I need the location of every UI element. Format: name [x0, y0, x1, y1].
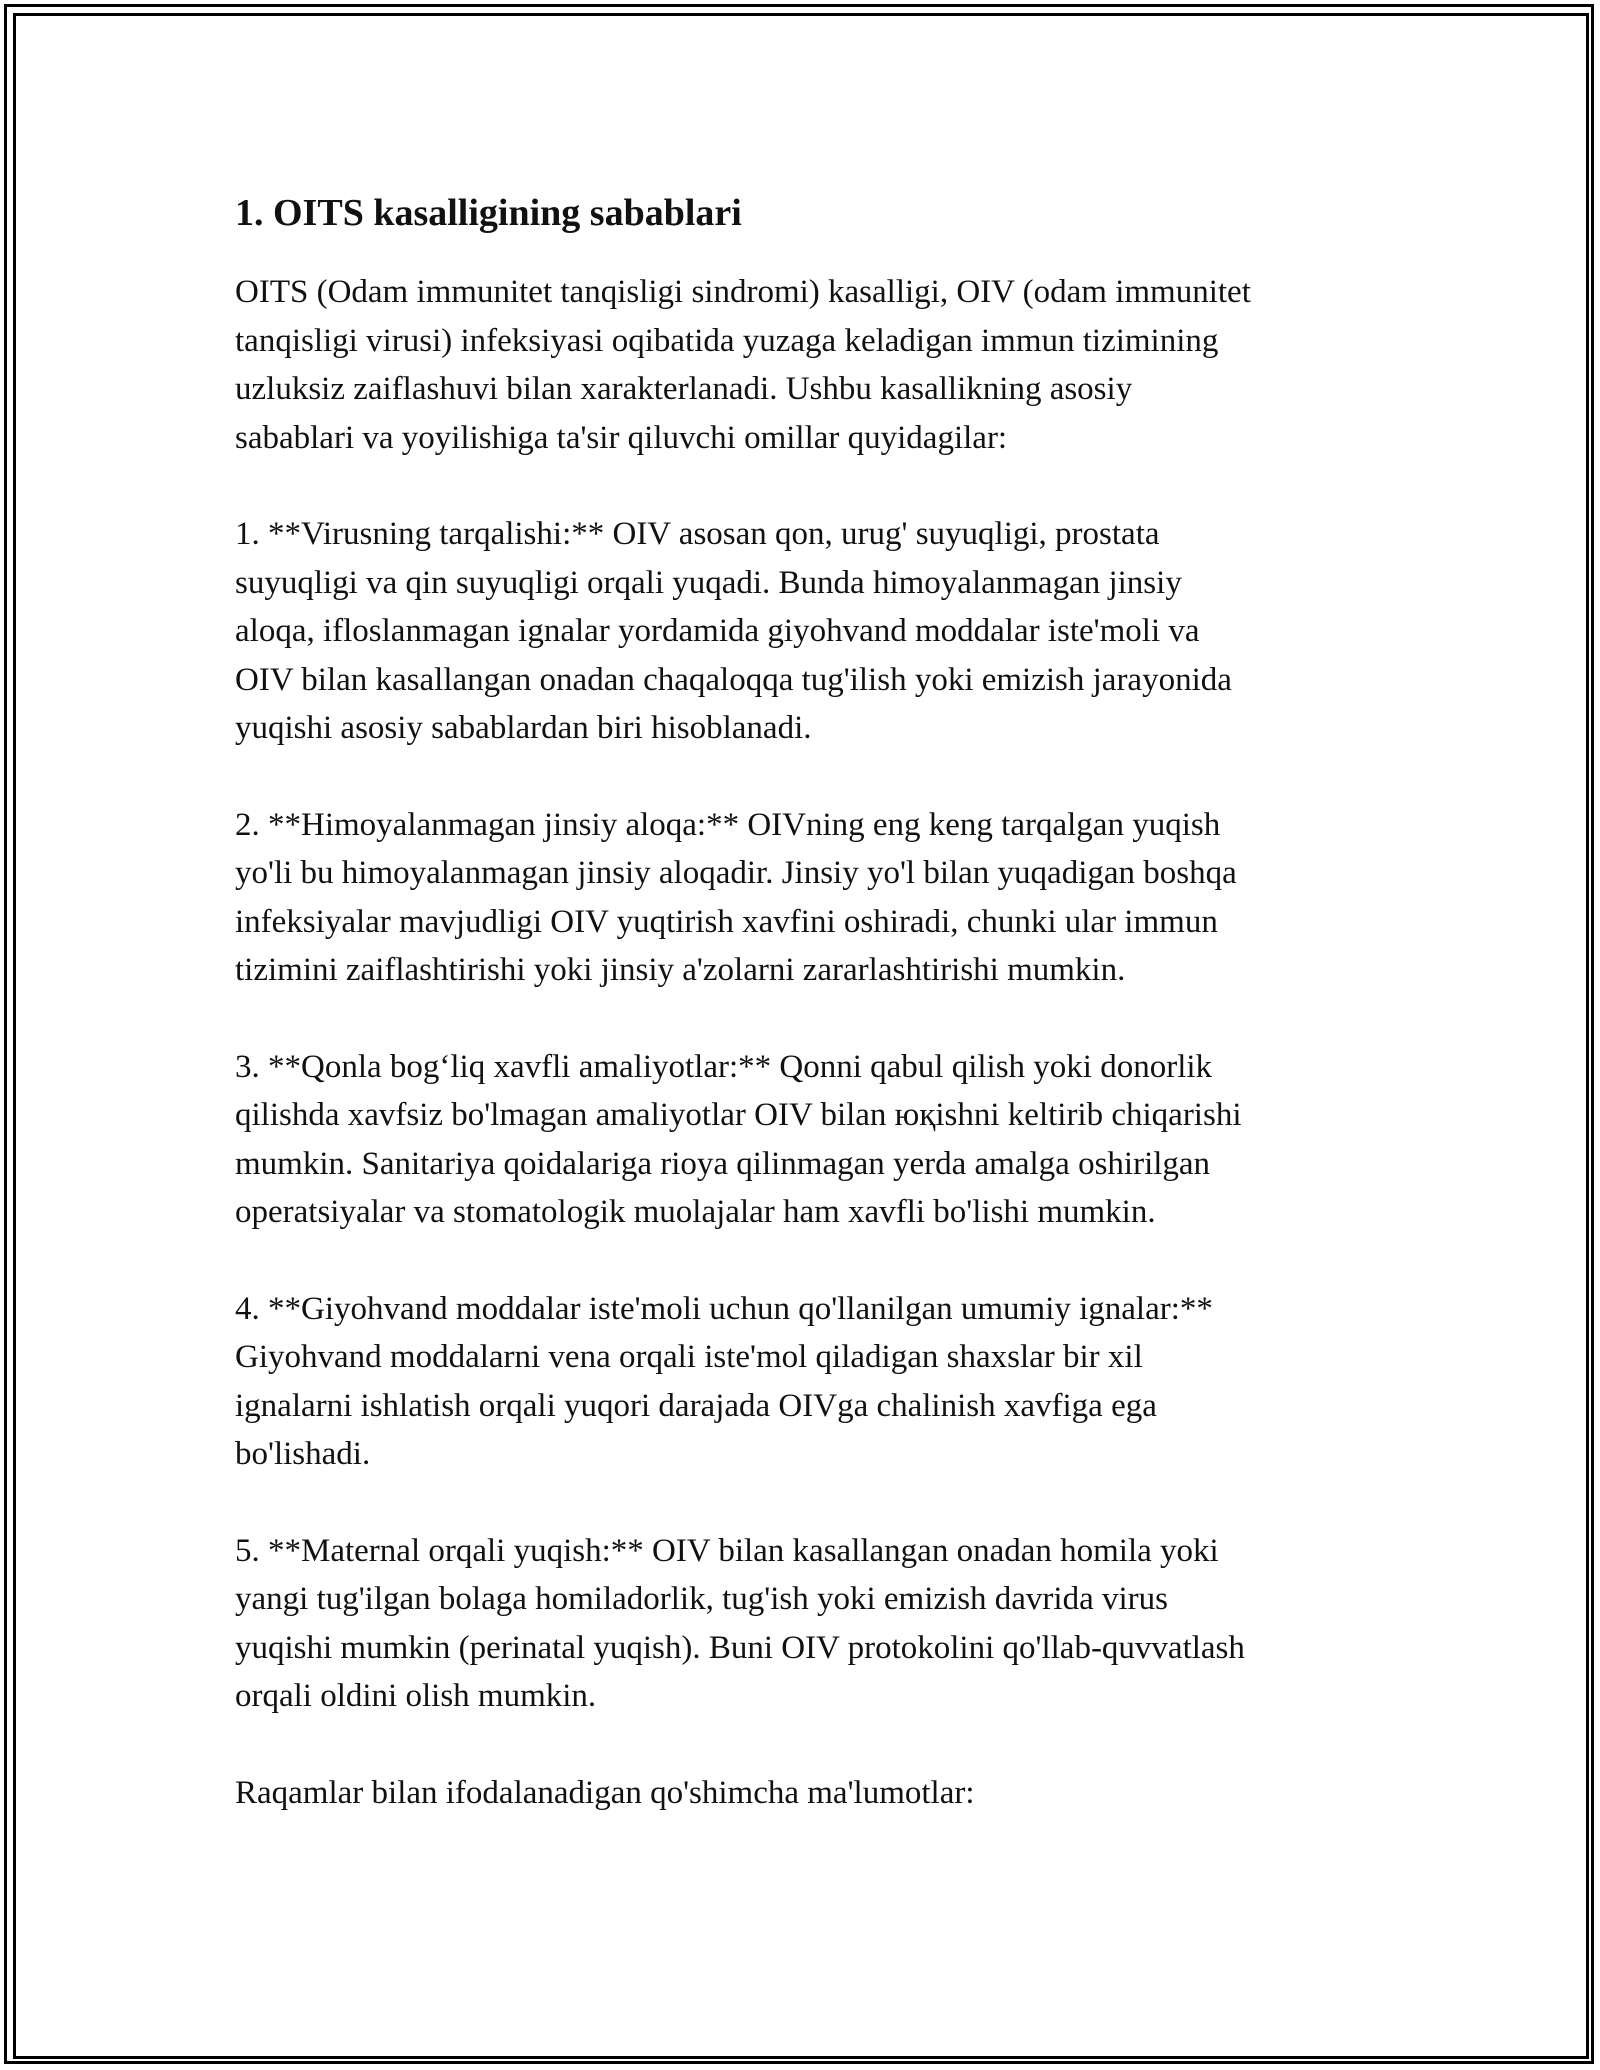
closing-paragraph: Raqamlar bilan ifodalanadigan qo'shimcha ma'lumotlar: [235, 1774, 975, 1811]
document-body [235, 188, 1385, 1865]
list-item-blood-practices: 3. **Qonla bog‘liq xavfli amaliyotlar:** Qonni qabul qilish yoki donorlik qilishda xavfsiz bo'lmagan amaliyotlar OIV bilan юқishni keltirib chiqarishi mumkin. Sanitariya qoidalariga rioya qilinmagan yerda amalga oshirilgan operatsiyalar va stomatologik muolajalar ham xavfli bo'lishi mumkin. [235, 1048, 1242, 1230]
section-heading: 1. OITS kasalligining sabablari [235, 192, 742, 234]
list-item-shared-needles: 4. **Giyohvand moddalar iste'moli uchun qo'llanilgan umumiy ignalar:** Giyohvand moddalarni vena orqali iste'mol qiladigan shaxslar bir xil ignalarni ishlatish orqali yuqori darajada OIVga chalinish xavfiga ega bo'lishadi. [235, 1290, 1213, 1472]
list-item-unprotected-contact: 2. **Himoyalanmagan jinsiy aloqa:** OIVning eng keng tarqalgan yuqish yo'li bu himoyalanmagan jinsiy aloqadir. Jinsiy yo'l bilan yuqadigan boshqa infeksiyalar mavjudligi OIV yuqtirish xavfini oshiradi, chunki ular immun tizimini zaiflashtirishi yoki jinsiy a'zolarni zararlashtirishi mumkin. [235, 806, 1237, 988]
list-item-virus-spread: 1. **Virusning tarqalishi:** OIV asosan qon, urug' suyuqligi, prostata suyuqligi va qin suyuqligi orqali yuqadi. Bunda himoyalanmagan jinsiy aloqa, ifloslanmagan ignalar yordamida giyohvand moddalar iste'moli va OIV bilan kasallangan onadan chaqaloqqa tug'ilish yoki emizish jarayonida yuqishi asosiy sabablardan biri hisoblanadi. [235, 516, 1232, 746]
list-item-maternal-transmission: 5. **Maternal orqali yuqish:** OIV bilan kasallangan onadan homila yoki yangi tug'ilgan bolaga homiladorlik, tug'ish yoki emizish davrida virus yuqishi mumkin (perinatal yuqish). Buni OIV protokolini qo'llab-quvvatlash orqali oldini olish mumkin. [235, 1532, 1245, 1714]
intro-paragraph: OITS (Odam immunitet tanqisligi sindromi) kasalligi, OIV (odam immunitet tanqisligi virusi) infeksiyasi oqibatida yuzaga keladigan immun tizimining uzluksiz zaiflashuvi bilan xarakterlanadi. Ushbu kasallikning asosiy sabablari va yoyilishiga ta'sir qiluvchi omillar quyidagilar: [235, 274, 1251, 456]
